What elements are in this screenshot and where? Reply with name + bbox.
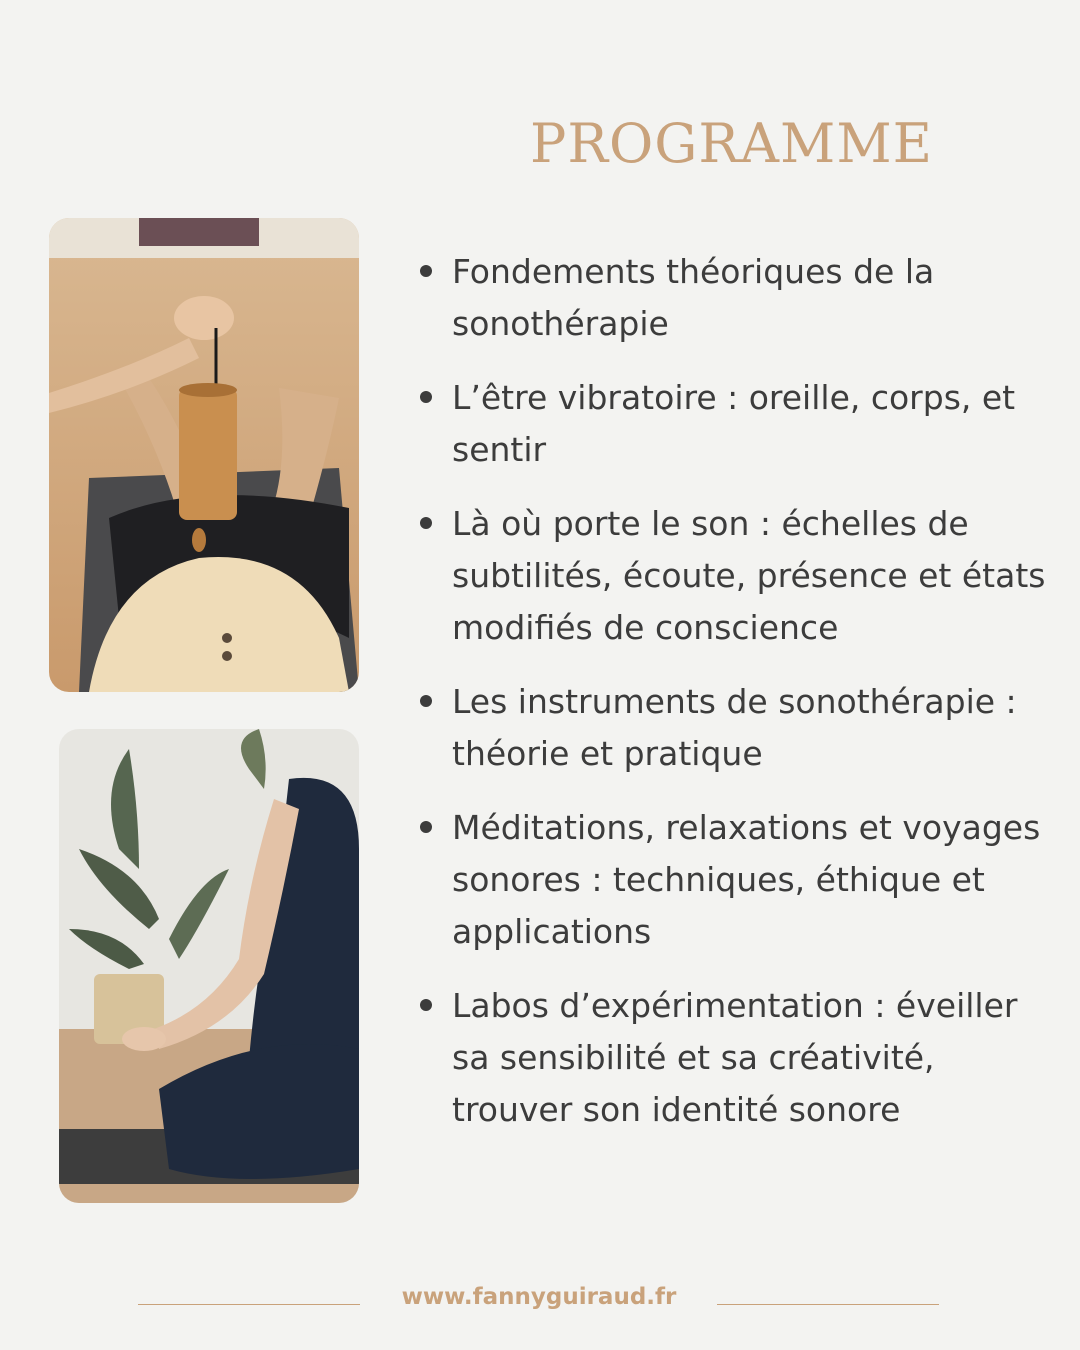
page-title: PROGRAMME: [530, 112, 934, 175]
bullet-icon: [420, 695, 432, 707]
footer-divider-left: [138, 1304, 360, 1305]
bullet-icon: [420, 391, 432, 403]
bullet-icon: [420, 821, 432, 833]
bullet-icon: [420, 517, 432, 529]
program-item-text: Là où porte le son : échelles de subtilités, écoute, présence et états modifiés de conscience: [452, 504, 1046, 647]
program-item: [420, 498, 1060, 654]
program-item-text: Fondements théoriques de la sonothérapie: [452, 252, 935, 343]
photo-wind-chime-session: [49, 218, 359, 692]
bullet-icon: [420, 265, 432, 277]
program-item-text: Les instruments de sonothérapie : théorie et pratique: [452, 682, 1017, 773]
program-item: [420, 802, 1060, 958]
program-item-text: Labos d’expérimentation : éveiller sa sensibilité et sa créativité, trouver son identité sonore: [452, 986, 1018, 1129]
footer-divider-right: [717, 1304, 939, 1305]
bullet-icon: [420, 999, 432, 1011]
program-item: [420, 980, 1060, 1136]
program-item-text: L’être vibratoire : oreille, corps, et sentir: [452, 378, 1016, 469]
website-link[interactable]: www.fannyguiraud.fr: [401, 1284, 677, 1310]
program-item: [420, 246, 1060, 350]
photo-meditation: [59, 729, 359, 1203]
program-item: [420, 676, 1060, 780]
program-item: [420, 372, 1060, 476]
program-item-text: Méditations, relaxations et voyages sonores : techniques, éthique et applications: [452, 808, 1041, 951]
program-list: [420, 246, 1060, 1158]
